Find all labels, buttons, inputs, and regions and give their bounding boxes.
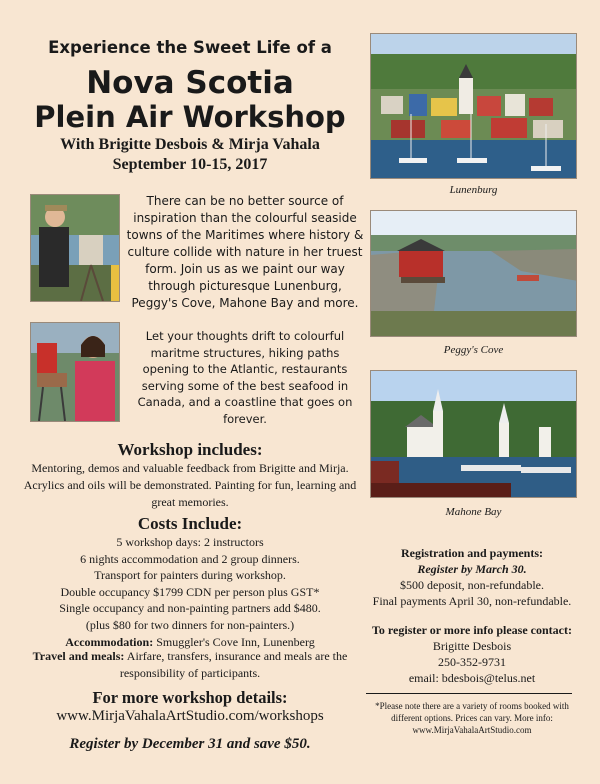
details-title: For more workshop details: xyxy=(92,688,288,707)
painter-photo-mirja xyxy=(30,322,120,422)
painter-photo-brigitte xyxy=(30,194,120,302)
registration-title: Registration and payments: xyxy=(400,546,543,560)
travel-label: Travel and meals: xyxy=(32,649,125,663)
early-registration-note: Register by December 31 and save $50. xyxy=(69,736,311,752)
costs-line: (plus $80 for two dinners for non-painters.) xyxy=(85,617,295,632)
costs-line: 6 nights accommodation and 2 group dinners. xyxy=(80,551,300,566)
contact-email[interactable]: email: bdesbois@telus.net xyxy=(408,671,536,685)
peggys-cove-caption: Peggy's Cove xyxy=(443,344,504,356)
peggys-cove-photo xyxy=(370,210,577,337)
headline-title-line1: Nova Scotia xyxy=(86,65,294,101)
lunenburg-photo xyxy=(370,33,577,179)
includes-title: Workshop includes: xyxy=(117,440,263,459)
workshop-dates: September 10-15, 2017 xyxy=(112,156,268,173)
instructors-line: With Brigitte Desbois & Mirja Vahala xyxy=(60,136,320,153)
footnote-url[interactable]: www.MirjaVahalaArtStudio.com xyxy=(412,725,532,735)
travel-value: Airfare, transfers, insurance and meals are the responsibility of participants. xyxy=(119,649,348,680)
details-url-link[interactable]: www.MirjaVahalaArtStudio.com/workshops xyxy=(56,708,324,724)
mahone-bay-caption: Mahone Bay xyxy=(445,506,502,518)
intro-paragraph-1: There can be no better source of inspiration than the colourful seaside towns of the Maritimes where history & culture collide with nature in her truest form. Join us as we paint our way through picturesque Lunenburg, Peggy's Cove, Mahone Bay and more. xyxy=(126,194,364,310)
costs-line: Double occupancy $1799 CDN per person plus GST* xyxy=(60,584,320,599)
registration-block xyxy=(362,545,582,609)
footnote xyxy=(362,700,582,736)
contact-phone[interactable]: 250-352-9731 xyxy=(438,655,506,669)
contact-title: To register or more info please contact: xyxy=(372,623,572,637)
costs-line: Transport for painters during workshop. xyxy=(94,568,286,583)
includes-body: Mentoring, demos and valuable feedback from Brigitte and Mirja. Acrylics and oils will be demonstrated. Painting for fun, learning and great memories. xyxy=(23,461,357,509)
headline-title-line2: Plein Air Workshop xyxy=(34,100,346,134)
costs-list xyxy=(20,534,360,650)
travel-meals-note xyxy=(30,648,350,681)
mahone-bay-photo xyxy=(370,370,577,498)
costs-title: Costs Include: xyxy=(137,514,243,533)
contact-block xyxy=(362,622,582,686)
lunenburg-caption: Lunenburg xyxy=(449,184,498,196)
accommodation-value: Smuggler's Cove Inn, Lunenberg xyxy=(156,634,315,649)
accommodation-label: Accommodation: xyxy=(65,634,154,649)
footnote-text: *Please note there are a variety of rooms booked with different options. Prices can vary. More info: xyxy=(375,701,569,723)
divider-rule xyxy=(366,693,572,694)
costs-line: Single occupancy and non-painting partners add $480. xyxy=(59,601,321,616)
headline-kicker: Experience the Sweet Life of a xyxy=(48,38,332,57)
costs-line: 5 workshop days: 2 instructors xyxy=(116,535,264,549)
registration-deposit: $500 deposit, non-refundable. xyxy=(400,578,544,592)
contact-name: Brigitte Desbois xyxy=(432,639,512,653)
intro-paragraph-2: Let your thoughts drift to colourful maritme structures, hiking paths opening to the Atlantic, restaurants serving some of the best seafood in Canada, and a coastline that goes on forever. xyxy=(137,329,353,426)
registration-final: Final payments April 30, non-refundable. xyxy=(372,594,572,608)
registration-deadline: Register by March 30. xyxy=(417,562,527,576)
